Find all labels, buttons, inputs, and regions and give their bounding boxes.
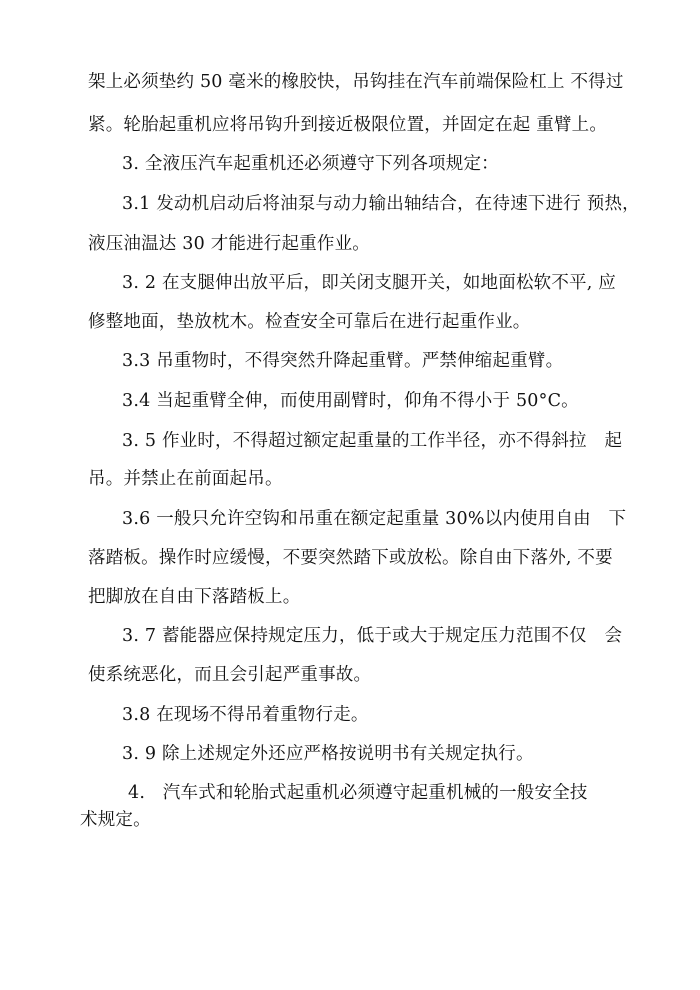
clause-3-8: 3.8 在现场不得吊着重物行走。 — [122, 705, 369, 725]
clause-3-3: 3.3 吊重物时，不得突然升降起重臂。严禁伸缩起重臂。 — [122, 351, 564, 371]
paragraph-line: 紧。轮胎起重机应将吊钩升到接近极限位置，并固定在起 重臂上。 — [88, 115, 608, 135]
paragraph-line: 术规定。 — [80, 810, 151, 830]
clause-3-7: 3. 7 蓄能器应保持规定压力，低于或大于规定压力范围不仅 会 — [122, 626, 623, 646]
paragraph-line: 把脚放在自由下落踏板上。 — [88, 587, 301, 607]
clause-3-6: 3.6 一般只允许空钩和吊重在额定起重量 30%以内使用自由 下 — [122, 509, 627, 529]
paragraph-line: 架上必须垫约 50 毫米的橡胶快，吊钩挂在汽车前端保险杠上 不得过 — [88, 72, 624, 92]
paragraph-line: 液压油温达 30 才能进行起重作业。 — [88, 234, 370, 254]
paragraph-line: 修整地面，垫放枕木。检查安全可靠后在进行起重作业。 — [88, 312, 531, 332]
clause-3-1: 3.1 发动机启动后将油泵与动力输出轴结合，在待速下进行 预热， — [122, 194, 640, 214]
section-heading-4: 4. 汽车式和轮胎式起重机必须遵守起重机械的一般安全技 — [128, 783, 588, 803]
clause-3-5: 3. 5 作业时，不得超过额定起重量的工作半径，亦不得斜拉 起 — [122, 431, 623, 451]
clause-3-4: 3.4 当起重臂全伸，而使用副臂时，仰角不得小于 50°C。 — [122, 391, 579, 411]
clause-3-9: 3. 9 除上述规定外还应严格按说明书有关规定执行。 — [122, 744, 534, 764]
paragraph-line: 落踏板。操作时应缓慢，不要突然踏下或放松。除自由下落外, 不要 — [88, 548, 613, 568]
section-heading-3: 3. 全液压汽车起重机还必须遵守下列各项规定： — [122, 154, 499, 174]
clause-3-2: 3. 2 在支腿伸出放平后，即关闭支腿开关，如地面松软不平, 应 — [122, 273, 616, 293]
paragraph-line: 吊。并禁止在前面起吊。 — [88, 469, 283, 489]
paragraph-line: 使系统恶化，而且会引起严重事故。 — [88, 665, 372, 685]
